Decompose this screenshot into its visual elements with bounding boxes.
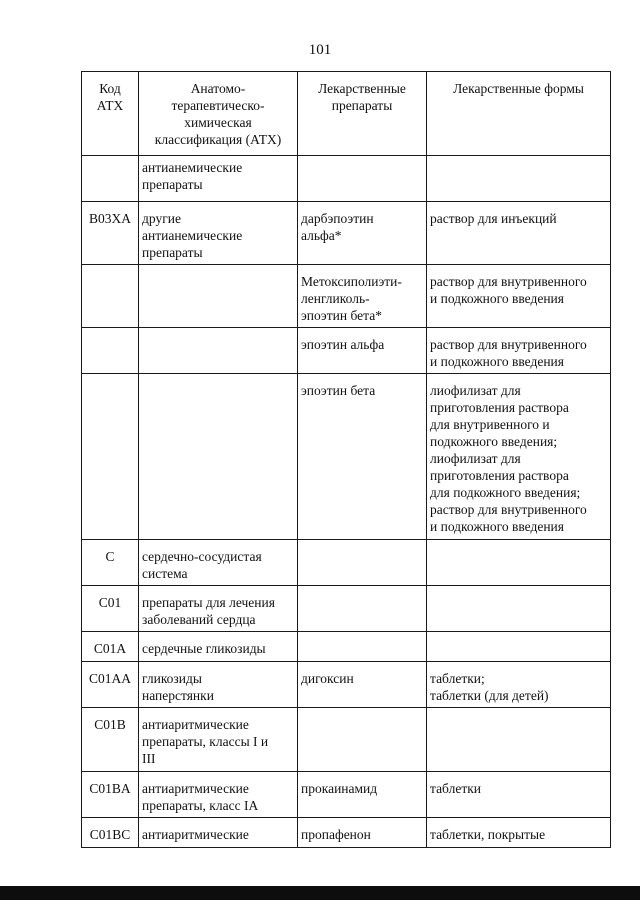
table-row: [82, 540, 611, 586]
atc-drug-table: [81, 71, 611, 848]
header-atc-code: Код АТХ: [82, 72, 139, 156]
cell-atc-code: C01B: [82, 708, 139, 772]
table-row: [82, 586, 611, 632]
cell-classification: другие антианемические препараты: [139, 202, 298, 265]
cell-dosage-form: [427, 586, 611, 632]
table-row: [82, 156, 611, 202]
cell-atc-code: C01AA: [82, 662, 139, 708]
cell-drug: [298, 708, 427, 772]
header-drugs: Лекарственные препараты: [298, 72, 427, 156]
table-row: [82, 662, 611, 708]
cell-drug: [298, 540, 427, 586]
table-header-row: [82, 72, 611, 156]
cell-atc-code: C: [82, 540, 139, 586]
table-row: [82, 265, 611, 328]
cell-dosage-form: раствор для внутривенного и подкожного введения: [427, 265, 611, 328]
cell-classification: [139, 265, 298, 328]
cell-classification: [139, 374, 298, 540]
cell-atc-code: C01BC: [82, 818, 139, 848]
cell-dosage-form: [427, 540, 611, 586]
cell-dosage-form: [427, 156, 611, 202]
cell-drug: эпоэтин альфа: [298, 328, 427, 374]
cell-atc-code: B03XA: [82, 202, 139, 265]
cell-classification: гликозиды наперстянки: [139, 662, 298, 708]
cell-drug: дигоксин: [298, 662, 427, 708]
header-dosage-forms: Лекарственные формы: [427, 72, 611, 156]
table-row: [82, 328, 611, 374]
cell-classification: антиаритмические препараты, класс IA: [139, 772, 298, 818]
cell-atc-code: C01BA: [82, 772, 139, 818]
cell-classification: антианемические препараты: [139, 156, 298, 202]
scan-edge-bar: [0, 886, 640, 900]
cell-classification: антиаритмические: [139, 818, 298, 848]
cell-classification: сердечно-сосудистая система: [139, 540, 298, 586]
cell-classification: [139, 328, 298, 374]
cell-dosage-form: лиофилизат для приготовления раствора для внутривенного и подкожного введения; лиофилизат для приготовления раствора для подкожного введения; раствор для внутривенного и подкожного введения: [427, 374, 611, 540]
cell-dosage-form: таблетки, покрытые: [427, 818, 611, 848]
cell-classification: сердечные гликозиды: [139, 632, 298, 662]
table-row: [82, 202, 611, 265]
cell-atc-code: C01: [82, 586, 139, 632]
cell-atc-code: [82, 265, 139, 328]
page-number: 101: [308, 42, 332, 58]
cell-drug: дарбэпоэтин альфа*: [298, 202, 427, 265]
table-row: [82, 708, 611, 772]
cell-dosage-form: [427, 632, 611, 662]
cell-dosage-form: [427, 708, 611, 772]
table-row: [82, 632, 611, 662]
cell-atc-code: [82, 156, 139, 202]
cell-drug: [298, 632, 427, 662]
cell-drug: прокаинамид: [298, 772, 427, 818]
header-atc-classification: Анатомо- терапевтическо- химическая классификация (АТХ): [139, 72, 298, 156]
cell-drug: пропафенон: [298, 818, 427, 848]
table-row: [82, 772, 611, 818]
cell-atc-code: C01A: [82, 632, 139, 662]
cell-dosage-form: таблетки; таблетки (для детей): [427, 662, 611, 708]
table-row: [82, 374, 611, 540]
cell-drug: [298, 156, 427, 202]
cell-atc-code: [82, 374, 139, 540]
cell-dosage-form: раствор для инъекций: [427, 202, 611, 265]
cell-atc-code: [82, 328, 139, 374]
cell-classification: антиаритмические препараты, классы I и III: [139, 708, 298, 772]
cell-drug: Метоксиполиэти- ленгликоль- эпоэтин бета*: [298, 265, 427, 328]
cell-dosage-form: таблетки: [427, 772, 611, 818]
cell-drug: [298, 586, 427, 632]
cell-dosage-form: раствор для внутривенного и подкожного введения: [427, 328, 611, 374]
table-row: [82, 818, 611, 848]
cell-drug: эпоэтин бета: [298, 374, 427, 540]
cell-classification: препараты для лечения заболеваний сердца: [139, 586, 298, 632]
